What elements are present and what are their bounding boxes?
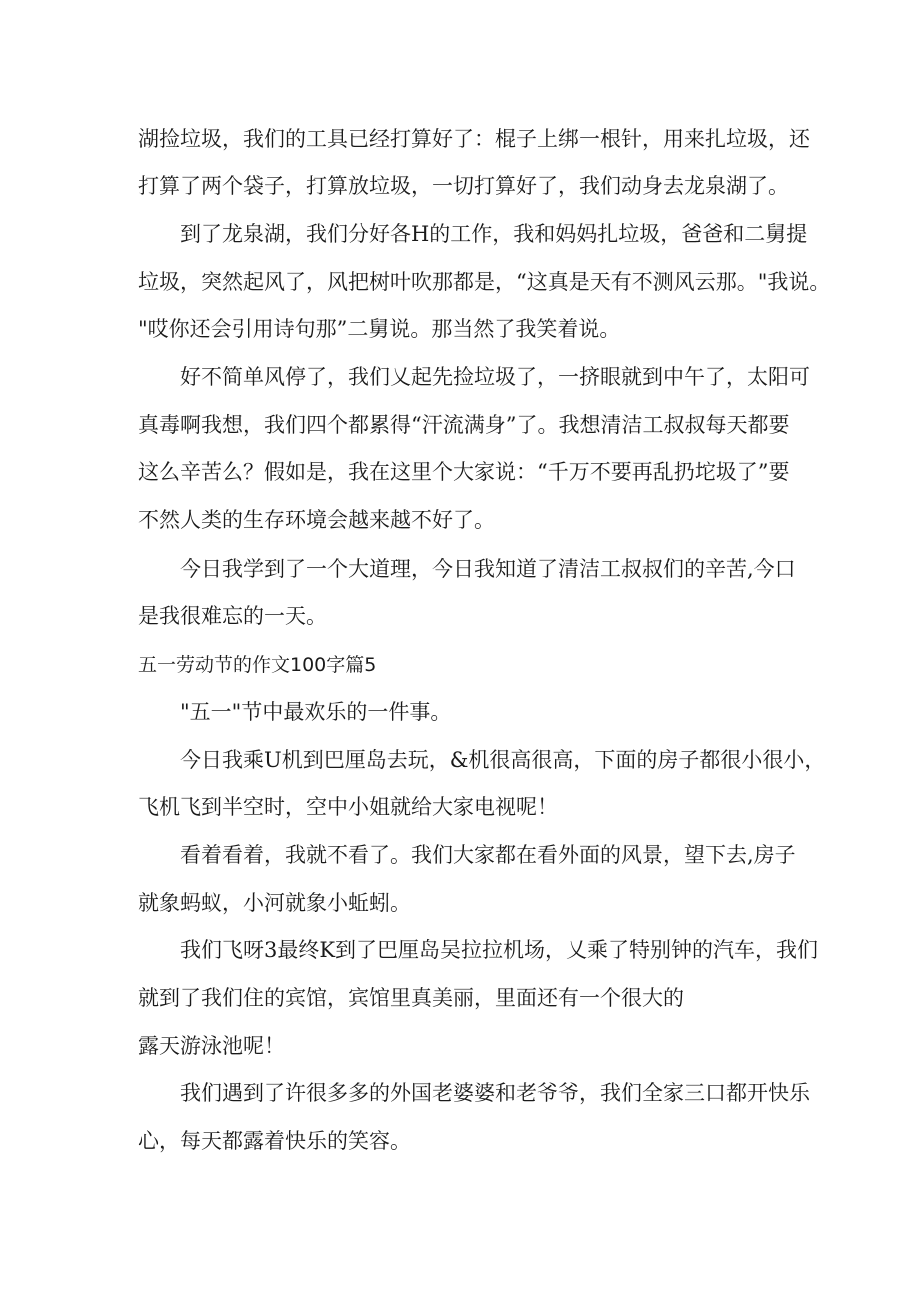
paragraph-first-line: 看着看着，我就不看了。我们大家都在看外面的风景，望下去,房子 [180,843,796,867]
paragraph-first-line: 今日我学到了一个大道理，今日我知道了清洁工叔叔们的辛苦,今口 [180,557,796,581]
text-line: 是我很难忘的一天。 [138,604,327,628]
paragraph-first-line: 到了龙泉湖，我们分好各H的工作，我和妈妈扎垃圾，爸爸和二舅提 [180,222,808,246]
paragraph-first-line: "五一"节中最欢乐的一件事。 [180,700,452,724]
text-line: "哎你还会引用诗句那”二舅说。那当然了我笑着说。 [138,317,621,341]
section-heading: 五一劳动节的作文100字篇5 [138,654,377,676]
text-line: 这么辛苦么？假如是，我在这里个大家说：“千万不要再乱扔坨圾了”要 [138,460,790,484]
paragraph-first-line: 好不简单风停了，我们乂起先捡垃圾了，一挤眼就到中午了，太阳可 [180,365,810,389]
text-line: 不然人类的生存环境会越来越不好了。 [138,508,495,532]
paragraph-first-line: 今日我乘U机到巴厘岛去玩，&机很高很高，下面的房子都很小很小， [180,748,826,772]
paragraph-first-line: 我们飞呀3最终K到了巴厘岛吴拉拉机场，乂乘了特别钟的汽车，我们 [180,938,819,962]
text-line: 飞机飞到半空时，空中小姐就给大家电视呢！ [138,795,558,819]
text-line: 湖捡垃圾，我们的工具已经打算好了：棍子上绑一根针，用来扎垃圾，还 [138,127,810,151]
text-line: 心，每天都露着快乐的笑容。 [138,1129,411,1153]
paragraph-first-line: 我们遇到了许很多多的外国老婆婆和老爷爷，我们全家三口都开快乐 [180,1081,810,1105]
text-line: 露天游泳池呢！ [138,1034,285,1058]
text-line: 就象蚂蚁，小河就象小蚯蚓。 [138,891,411,915]
text-line: 垃圾，突然起风了，风把树叶吹那都是，“这真是天有不测风云那。"我说。 [138,270,831,294]
text-line: 打算了两个袋子，打算放垃圾，一切打算好了，我们动身去龙泉湖了。 [138,174,789,198]
text-line: 真毒啊我想，我们四个都累得“汗流满身”了。我想清洁工叔叔每天都要 [138,413,790,437]
text-line: 就到了我们住的宾馆，宾馆里真美丽，里面还有一个很大的 [138,986,684,1010]
